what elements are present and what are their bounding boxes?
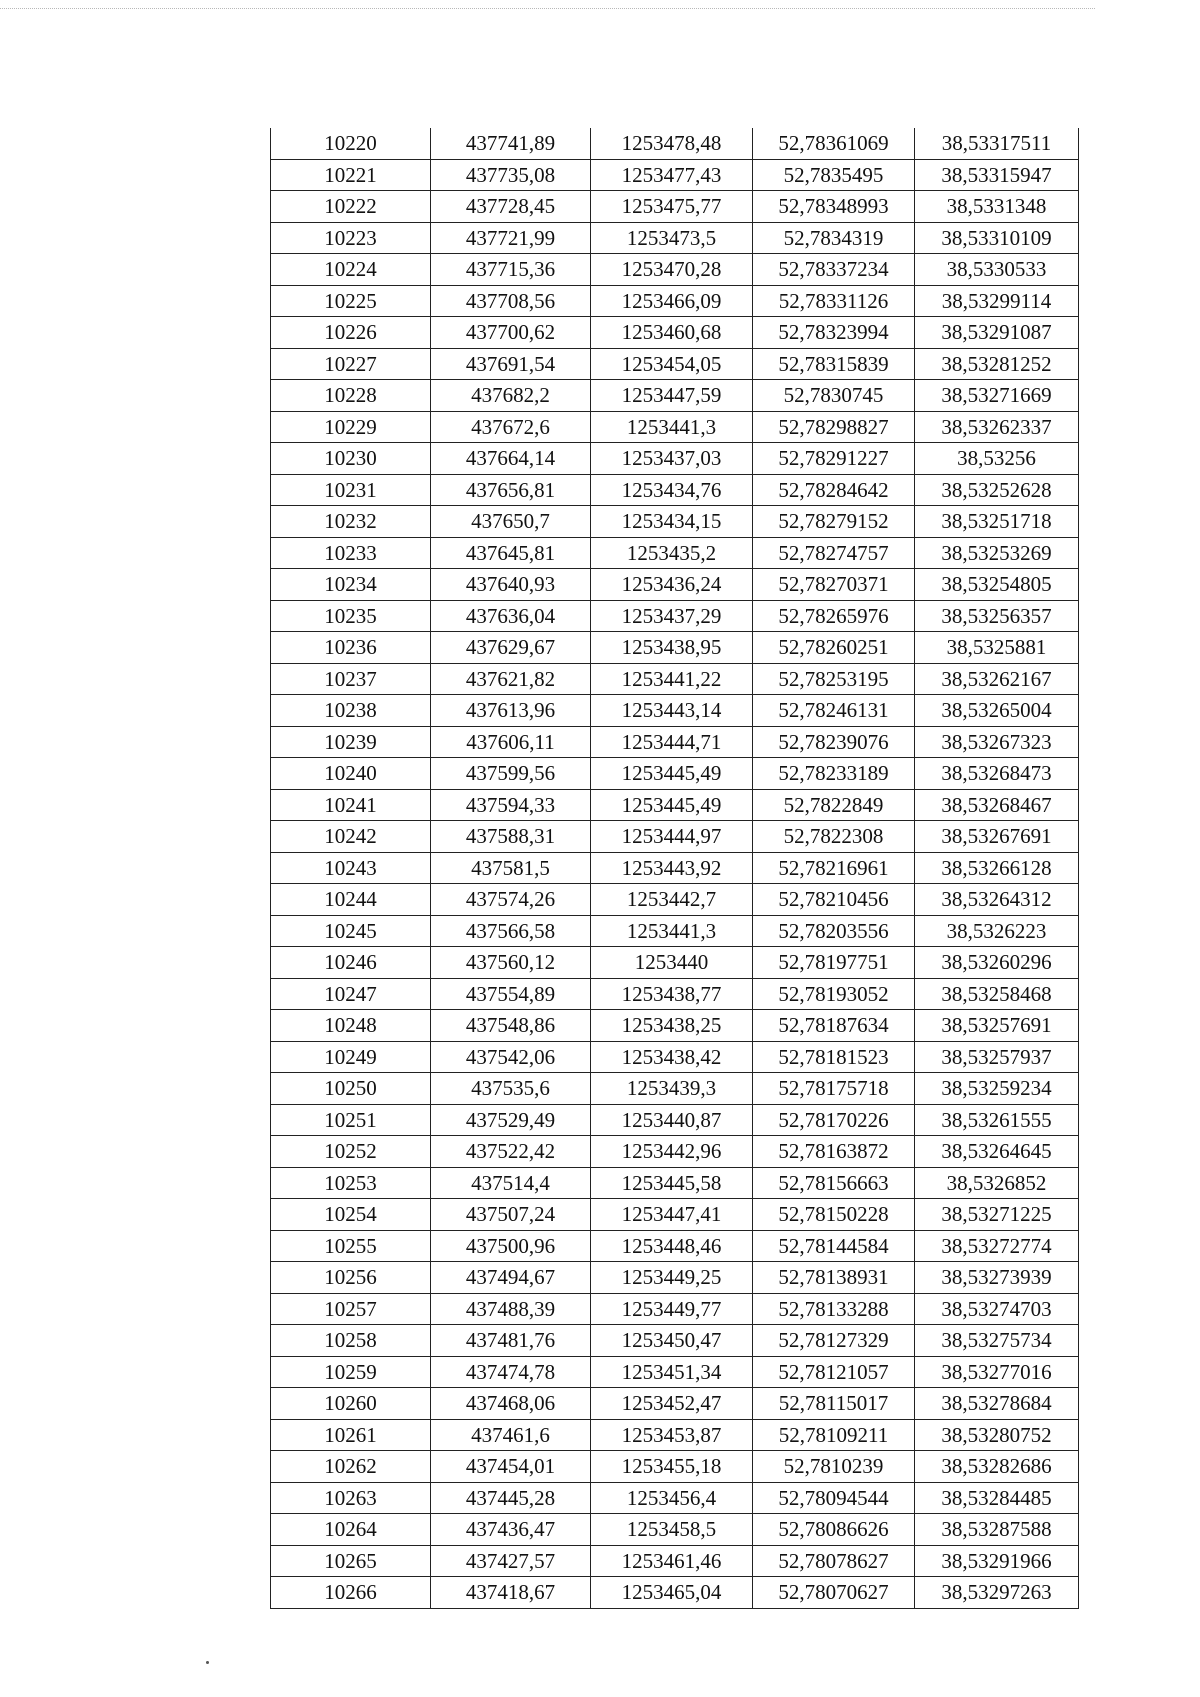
latitude-cell: 52,78109211 — [753, 1419, 915, 1451]
longitude-cell: 38,53257691 — [915, 1010, 1079, 1042]
table-row — [271, 317, 1079, 349]
longitude-cell: 38,53267691 — [915, 821, 1079, 853]
table-row — [271, 348, 1079, 380]
y-coordinate-cell: 1253461,46 — [591, 1545, 753, 1577]
table-row — [271, 1545, 1079, 1577]
point-number-cell: 10223 — [271, 222, 431, 254]
longitude-cell: 38,53267323 — [915, 726, 1079, 758]
point-number-cell: 10260 — [271, 1388, 431, 1420]
point-number-cell: 10239 — [271, 726, 431, 758]
x-coordinate-cell: 437542,06 — [431, 1041, 591, 1073]
x-coordinate-cell: 437715,36 — [431, 254, 591, 286]
longitude-cell: 38,53268473 — [915, 758, 1079, 790]
point-number-cell: 10264 — [271, 1514, 431, 1546]
y-coordinate-cell: 1253449,77 — [591, 1293, 753, 1325]
longitude-cell: 38,53287588 — [915, 1514, 1079, 1546]
point-number-cell: 10234 — [271, 569, 431, 601]
latitude-cell: 52,78193052 — [753, 978, 915, 1010]
table-row — [271, 128, 1079, 159]
y-coordinate-cell: 1253466,09 — [591, 285, 753, 317]
x-coordinate-cell: 437636,04 — [431, 600, 591, 632]
x-coordinate-cell: 437481,76 — [431, 1325, 591, 1357]
point-number-cell: 10226 — [271, 317, 431, 349]
x-coordinate-cell: 437741,89 — [431, 128, 591, 159]
y-coordinate-cell: 1253478,48 — [591, 128, 753, 159]
table-row — [271, 947, 1079, 979]
y-coordinate-cell: 1253442,7 — [591, 884, 753, 916]
latitude-cell: 52,78323994 — [753, 317, 915, 349]
y-coordinate-cell: 1253447,41 — [591, 1199, 753, 1231]
latitude-cell: 52,78239076 — [753, 726, 915, 758]
latitude-cell: 52,7834319 — [753, 222, 915, 254]
latitude-cell: 52,78337234 — [753, 254, 915, 286]
longitude-cell: 38,53259234 — [915, 1073, 1079, 1105]
longitude-cell: 38,53266128 — [915, 852, 1079, 884]
table-row — [271, 443, 1079, 475]
latitude-cell: 52,78216961 — [753, 852, 915, 884]
longitude-cell: 38,53277016 — [915, 1356, 1079, 1388]
table-row — [271, 1293, 1079, 1325]
table-row — [271, 726, 1079, 758]
point-number-cell: 10247 — [271, 978, 431, 1010]
y-coordinate-cell: 1253453,87 — [591, 1419, 753, 1451]
longitude-cell: 38,53252628 — [915, 474, 1079, 506]
table-row — [271, 821, 1079, 853]
longitude-cell: 38,53264645 — [915, 1136, 1079, 1168]
y-coordinate-cell: 1253444,97 — [591, 821, 753, 853]
table-row — [271, 632, 1079, 664]
table-row — [271, 915, 1079, 947]
latitude-cell: 52,7810239 — [753, 1451, 915, 1483]
x-coordinate-cell: 437529,49 — [431, 1104, 591, 1136]
latitude-cell: 52,78233189 — [753, 758, 915, 790]
x-coordinate-cell: 437494,67 — [431, 1262, 591, 1294]
latitude-cell: 52,78138931 — [753, 1262, 915, 1294]
longitude-cell: 38,53256 — [915, 443, 1079, 475]
y-coordinate-cell: 1253456,4 — [591, 1482, 753, 1514]
point-number-cell: 10237 — [271, 663, 431, 695]
x-coordinate-cell: 437560,12 — [431, 947, 591, 979]
point-number-cell: 10265 — [271, 1545, 431, 1577]
table-row — [271, 1325, 1079, 1357]
table-row — [271, 1482, 1079, 1514]
table-row — [271, 474, 1079, 506]
point-number-cell: 10225 — [271, 285, 431, 317]
point-number-cell: 10256 — [271, 1262, 431, 1294]
point-number-cell: 10245 — [271, 915, 431, 947]
latitude-cell: 52,78284642 — [753, 474, 915, 506]
point-number-cell: 10243 — [271, 852, 431, 884]
table-row — [271, 159, 1079, 191]
point-number-cell: 10222 — [271, 191, 431, 223]
table-row — [271, 191, 1079, 223]
point-number-cell: 10238 — [271, 695, 431, 727]
table-row — [271, 1356, 1079, 1388]
y-coordinate-cell: 1253451,34 — [591, 1356, 753, 1388]
longitude-cell: 38,53284485 — [915, 1482, 1079, 1514]
longitude-cell: 38,53262337 — [915, 411, 1079, 443]
y-coordinate-cell: 1253434,15 — [591, 506, 753, 538]
x-coordinate-cell: 437645,81 — [431, 537, 591, 569]
y-coordinate-cell: 1253435,2 — [591, 537, 753, 569]
y-coordinate-cell: 1253450,47 — [591, 1325, 753, 1357]
x-coordinate-cell: 437500,96 — [431, 1230, 591, 1262]
y-coordinate-cell: 1253438,42 — [591, 1041, 753, 1073]
longitude-cell: 38,53278684 — [915, 1388, 1079, 1420]
table-row — [271, 1199, 1079, 1231]
x-coordinate-cell: 437735,08 — [431, 159, 591, 191]
longitude-cell: 38,53258468 — [915, 978, 1079, 1010]
y-coordinate-cell: 1253437,29 — [591, 600, 753, 632]
y-coordinate-cell: 1253475,77 — [591, 191, 753, 223]
longitude-cell: 38,53257937 — [915, 1041, 1079, 1073]
latitude-cell: 52,78070627 — [753, 1577, 915, 1609]
y-coordinate-cell: 1253443,92 — [591, 852, 753, 884]
point-number-cell: 10229 — [271, 411, 431, 443]
latitude-cell: 52,78298827 — [753, 411, 915, 443]
longitude-cell: 38,53310109 — [915, 222, 1079, 254]
longitude-cell: 38,5326223 — [915, 915, 1079, 947]
coordinates-table — [270, 128, 1079, 1609]
longitude-cell: 38,53315947 — [915, 159, 1079, 191]
latitude-cell: 52,78260251 — [753, 632, 915, 664]
x-coordinate-cell: 437650,7 — [431, 506, 591, 538]
y-coordinate-cell: 1253444,71 — [591, 726, 753, 758]
x-coordinate-cell: 437488,39 — [431, 1293, 591, 1325]
x-coordinate-cell: 437594,33 — [431, 789, 591, 821]
latitude-cell: 52,78133288 — [753, 1293, 915, 1325]
point-number-cell: 10262 — [271, 1451, 431, 1483]
point-number-cell: 10251 — [271, 1104, 431, 1136]
point-number-cell: 10254 — [271, 1199, 431, 1231]
x-coordinate-cell: 437606,11 — [431, 726, 591, 758]
y-coordinate-cell: 1253441,22 — [591, 663, 753, 695]
point-number-cell: 10228 — [271, 380, 431, 412]
longitude-cell: 38,53274703 — [915, 1293, 1079, 1325]
y-coordinate-cell: 1253442,96 — [591, 1136, 753, 1168]
table-row — [271, 600, 1079, 632]
y-coordinate-cell: 1253445,49 — [591, 789, 753, 821]
x-coordinate-cell: 437629,67 — [431, 632, 591, 664]
longitude-cell: 38,5330533 — [915, 254, 1079, 286]
table-row — [271, 569, 1079, 601]
table-row — [271, 1262, 1079, 1294]
y-coordinate-cell: 1253434,76 — [591, 474, 753, 506]
longitude-cell: 38,53272774 — [915, 1230, 1079, 1262]
latitude-cell: 52,78127329 — [753, 1325, 915, 1357]
x-coordinate-cell: 437664,14 — [431, 443, 591, 475]
point-number-cell: 10232 — [271, 506, 431, 538]
longitude-cell: 38,53281252 — [915, 348, 1079, 380]
y-coordinate-cell: 1253439,3 — [591, 1073, 753, 1105]
x-coordinate-cell: 437640,93 — [431, 569, 591, 601]
longitude-cell: 38,53282686 — [915, 1451, 1079, 1483]
y-coordinate-cell: 1253458,5 — [591, 1514, 753, 1546]
longitude-cell: 38,53275734 — [915, 1325, 1079, 1357]
y-coordinate-cell: 1253460,68 — [591, 317, 753, 349]
x-coordinate-cell: 437574,26 — [431, 884, 591, 916]
y-coordinate-cell: 1253443,14 — [591, 695, 753, 727]
coordinates-table-body — [271, 128, 1079, 1608]
x-coordinate-cell: 437599,56 — [431, 758, 591, 790]
longitude-cell: 38,53265004 — [915, 695, 1079, 727]
table-row — [271, 254, 1079, 286]
table-row — [271, 1073, 1079, 1105]
x-coordinate-cell: 437728,45 — [431, 191, 591, 223]
point-number-cell: 10246 — [271, 947, 431, 979]
x-coordinate-cell: 437548,86 — [431, 1010, 591, 1042]
longitude-cell: 38,5326852 — [915, 1167, 1079, 1199]
x-coordinate-cell: 437672,6 — [431, 411, 591, 443]
table-row — [271, 285, 1079, 317]
latitude-cell: 52,78361069 — [753, 128, 915, 159]
table-row — [271, 1167, 1079, 1199]
longitude-cell: 38,53291966 — [915, 1545, 1079, 1577]
point-number-cell: 10248 — [271, 1010, 431, 1042]
point-number-cell: 10255 — [271, 1230, 431, 1262]
point-number-cell: 10227 — [271, 348, 431, 380]
y-coordinate-cell: 1253438,77 — [591, 978, 753, 1010]
y-coordinate-cell: 1253455,18 — [591, 1451, 753, 1483]
table-row — [271, 411, 1079, 443]
longitude-cell: 38,5325881 — [915, 632, 1079, 664]
table-row — [271, 789, 1079, 821]
point-number-cell: 10220 — [271, 128, 431, 159]
point-number-cell: 10230 — [271, 443, 431, 475]
longitude-cell: 38,53273939 — [915, 1262, 1079, 1294]
longitude-cell: 38,53299114 — [915, 285, 1079, 317]
table-row — [271, 1041, 1079, 1073]
y-coordinate-cell: 1253440,87 — [591, 1104, 753, 1136]
table-row — [271, 884, 1079, 916]
point-number-cell: 10224 — [271, 254, 431, 286]
table-row — [271, 1136, 1079, 1168]
x-coordinate-cell: 437621,82 — [431, 663, 591, 695]
table-row — [271, 1388, 1079, 1420]
y-coordinate-cell: 1253441,3 — [591, 411, 753, 443]
latitude-cell: 52,78175718 — [753, 1073, 915, 1105]
x-coordinate-cell: 437418,67 — [431, 1577, 591, 1609]
latitude-cell: 52,7822849 — [753, 789, 915, 821]
longitude-cell: 38,53251718 — [915, 506, 1079, 538]
point-number-cell: 10250 — [271, 1073, 431, 1105]
y-coordinate-cell: 1253445,58 — [591, 1167, 753, 1199]
table-row — [271, 663, 1079, 695]
point-number-cell: 10257 — [271, 1293, 431, 1325]
latitude-cell: 52,78078627 — [753, 1545, 915, 1577]
latitude-cell: 52,78279152 — [753, 506, 915, 538]
y-coordinate-cell: 1253438,25 — [591, 1010, 753, 1042]
y-coordinate-cell: 1253477,43 — [591, 159, 753, 191]
longitude-cell: 38,53256357 — [915, 600, 1079, 632]
table-row — [271, 1514, 1079, 1546]
table-row — [271, 852, 1079, 884]
point-number-cell: 10266 — [271, 1577, 431, 1609]
y-coordinate-cell: 1253438,95 — [591, 632, 753, 664]
latitude-cell: 52,78291227 — [753, 443, 915, 475]
coordinate-sheet — [270, 128, 1078, 1609]
table-row — [271, 1577, 1079, 1609]
point-number-cell: 10263 — [271, 1482, 431, 1514]
x-coordinate-cell: 437708,56 — [431, 285, 591, 317]
x-coordinate-cell: 437682,2 — [431, 380, 591, 412]
y-coordinate-cell: 1253454,05 — [591, 348, 753, 380]
table-row — [271, 380, 1079, 412]
x-coordinate-cell: 437427,57 — [431, 1545, 591, 1577]
longitude-cell: 38,53264312 — [915, 884, 1079, 916]
x-coordinate-cell: 437721,99 — [431, 222, 591, 254]
latitude-cell: 52,78270371 — [753, 569, 915, 601]
latitude-cell: 52,78187634 — [753, 1010, 915, 1042]
y-coordinate-cell: 1253445,49 — [591, 758, 753, 790]
x-coordinate-cell: 437468,06 — [431, 1388, 591, 1420]
latitude-cell: 52,78156663 — [753, 1167, 915, 1199]
table-row — [271, 978, 1079, 1010]
longitude-cell: 38,53268467 — [915, 789, 1079, 821]
latitude-cell: 52,78203556 — [753, 915, 915, 947]
x-coordinate-cell: 437461,6 — [431, 1419, 591, 1451]
latitude-cell: 52,78094544 — [753, 1482, 915, 1514]
latitude-cell: 52,78210456 — [753, 884, 915, 916]
y-coordinate-cell: 1253473,5 — [591, 222, 753, 254]
point-number-cell: 10235 — [271, 600, 431, 632]
x-coordinate-cell: 437613,96 — [431, 695, 591, 727]
longitude-cell: 38,53271669 — [915, 380, 1079, 412]
x-coordinate-cell: 437454,01 — [431, 1451, 591, 1483]
table-row — [271, 1010, 1079, 1042]
x-coordinate-cell: 437445,28 — [431, 1482, 591, 1514]
latitude-cell: 52,7822308 — [753, 821, 915, 853]
table-row — [271, 1230, 1079, 1262]
latitude-cell: 52,78348993 — [753, 191, 915, 223]
latitude-cell: 52,78115017 — [753, 1388, 915, 1420]
latitude-cell: 52,78150228 — [753, 1199, 915, 1231]
x-coordinate-cell: 437474,78 — [431, 1356, 591, 1388]
point-number-cell: 10258 — [271, 1325, 431, 1357]
table-row — [271, 1104, 1079, 1136]
y-coordinate-cell: 1253440 — [591, 947, 753, 979]
x-coordinate-cell: 437554,89 — [431, 978, 591, 1010]
table-row — [271, 1419, 1079, 1451]
point-number-cell: 10244 — [271, 884, 431, 916]
latitude-cell: 52,78086626 — [753, 1514, 915, 1546]
x-coordinate-cell: 437700,62 — [431, 317, 591, 349]
table-row — [271, 222, 1079, 254]
point-number-cell: 10249 — [271, 1041, 431, 1073]
point-number-cell: 10252 — [271, 1136, 431, 1168]
table-row — [271, 695, 1079, 727]
scan-speck — [206, 1661, 209, 1664]
point-number-cell: 10261 — [271, 1419, 431, 1451]
latitude-cell: 52,78144584 — [753, 1230, 915, 1262]
latitude-cell: 52,78315839 — [753, 348, 915, 380]
longitude-cell: 38,5331348 — [915, 191, 1079, 223]
longitude-cell: 38,53253269 — [915, 537, 1079, 569]
point-number-cell: 10242 — [271, 821, 431, 853]
y-coordinate-cell: 1253449,25 — [591, 1262, 753, 1294]
x-coordinate-cell: 437535,6 — [431, 1073, 591, 1105]
point-number-cell: 10259 — [271, 1356, 431, 1388]
x-coordinate-cell: 437566,58 — [431, 915, 591, 947]
latitude-cell: 52,7830745 — [753, 380, 915, 412]
longitude-cell: 38,53291087 — [915, 317, 1079, 349]
latitude-cell: 52,78331126 — [753, 285, 915, 317]
x-coordinate-cell: 437581,5 — [431, 852, 591, 884]
latitude-cell: 52,78121057 — [753, 1356, 915, 1388]
latitude-cell: 52,78246131 — [753, 695, 915, 727]
table-row — [271, 1451, 1079, 1483]
point-number-cell: 10221 — [271, 159, 431, 191]
x-coordinate-cell: 437514,4 — [431, 1167, 591, 1199]
y-coordinate-cell: 1253437,03 — [591, 443, 753, 475]
point-number-cell: 10240 — [271, 758, 431, 790]
x-coordinate-cell: 437588,31 — [431, 821, 591, 853]
x-coordinate-cell: 437436,47 — [431, 1514, 591, 1546]
longitude-cell: 38,53254805 — [915, 569, 1079, 601]
x-coordinate-cell: 437522,42 — [431, 1136, 591, 1168]
x-coordinate-cell: 437656,81 — [431, 474, 591, 506]
latitude-cell: 52,7835495 — [753, 159, 915, 191]
latitude-cell: 52,78274757 — [753, 537, 915, 569]
x-coordinate-cell: 437691,54 — [431, 348, 591, 380]
latitude-cell: 52,78170226 — [753, 1104, 915, 1136]
longitude-cell: 38,53317511 — [915, 128, 1079, 159]
longitude-cell: 38,53261555 — [915, 1104, 1079, 1136]
point-number-cell: 10231 — [271, 474, 431, 506]
point-number-cell: 10233 — [271, 537, 431, 569]
longitude-cell: 38,53260296 — [915, 947, 1079, 979]
y-coordinate-cell: 1253436,24 — [591, 569, 753, 601]
latitude-cell: 52,78163872 — [753, 1136, 915, 1168]
latitude-cell: 52,78181523 — [753, 1041, 915, 1073]
point-number-cell: 10241 — [271, 789, 431, 821]
y-coordinate-cell: 1253441,3 — [591, 915, 753, 947]
y-coordinate-cell: 1253470,28 — [591, 254, 753, 286]
latitude-cell: 52,78197751 — [753, 947, 915, 979]
table-row — [271, 758, 1079, 790]
longitude-cell: 38,53280752 — [915, 1419, 1079, 1451]
y-coordinate-cell: 1253447,59 — [591, 380, 753, 412]
latitude-cell: 52,78265976 — [753, 600, 915, 632]
y-coordinate-cell: 1253465,04 — [591, 1577, 753, 1609]
point-number-cell: 10253 — [271, 1167, 431, 1199]
longitude-cell: 38,53297263 — [915, 1577, 1079, 1609]
table-row — [271, 506, 1079, 538]
top-edge-rule — [0, 8, 1095, 9]
table-row — [271, 537, 1079, 569]
y-coordinate-cell: 1253448,46 — [591, 1230, 753, 1262]
point-number-cell: 10236 — [271, 632, 431, 664]
x-coordinate-cell: 437507,24 — [431, 1199, 591, 1231]
longitude-cell: 38,53271225 — [915, 1199, 1079, 1231]
latitude-cell: 52,78253195 — [753, 663, 915, 695]
y-coordinate-cell: 1253452,47 — [591, 1388, 753, 1420]
longitude-cell: 38,53262167 — [915, 663, 1079, 695]
